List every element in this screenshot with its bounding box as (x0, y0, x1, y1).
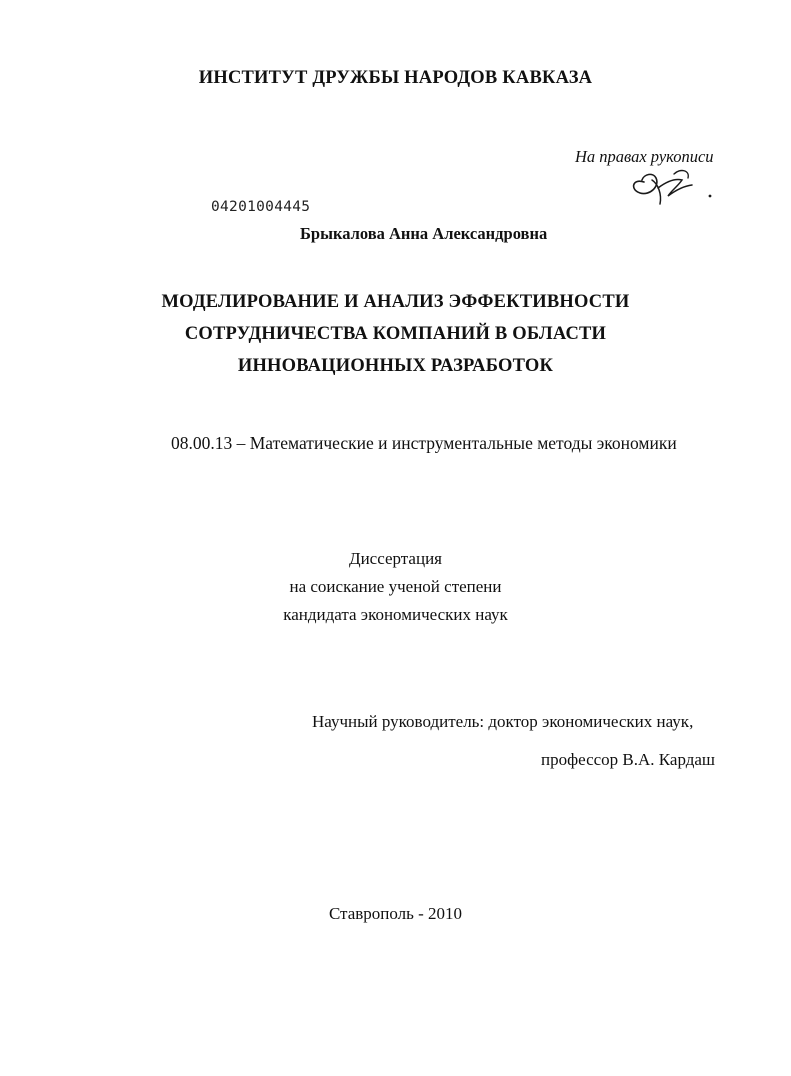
inventory-number: 04201004445 (211, 199, 311, 215)
title-line-2: СОТРУДНИЧЕСТВА КОМПАНИЙ В ОБЛАСТИ (184, 324, 607, 344)
signature-image (622, 160, 722, 206)
title-line-3: ИННОВАЦИОННЫХ РАЗРАБОТОК (237, 356, 554, 376)
degree-line-2: на соискание ученой степени (289, 577, 502, 596)
degree-line-1: Диссертация (348, 549, 442, 568)
manuscript-rights-mark: На правах рукописи (575, 147, 714, 166)
supervisor-name: профессор В.А. Кардаш (541, 750, 716, 769)
specialty-code: 08.00.13 – Математические и инструментальные методы экономики (171, 433, 677, 453)
place-and-year: Ставрополь - 2010 (328, 904, 463, 923)
author-name: Брыкалова Анна Александровна (300, 224, 548, 243)
title-line-1: МОДЕЛИРОВАНИЕ И АНАЛИЗ ЭФФЕКТИВНОСТИ (161, 292, 630, 312)
supervisor-title: Научный руководитель: доктор экономических наук, (312, 712, 694, 731)
institute-name: ИНСТИТУТ ДРУЖБЫ НАРОДОВ КАВКАЗА (198, 68, 593, 88)
degree-line-3: кандидата экономических наук (283, 605, 508, 624)
